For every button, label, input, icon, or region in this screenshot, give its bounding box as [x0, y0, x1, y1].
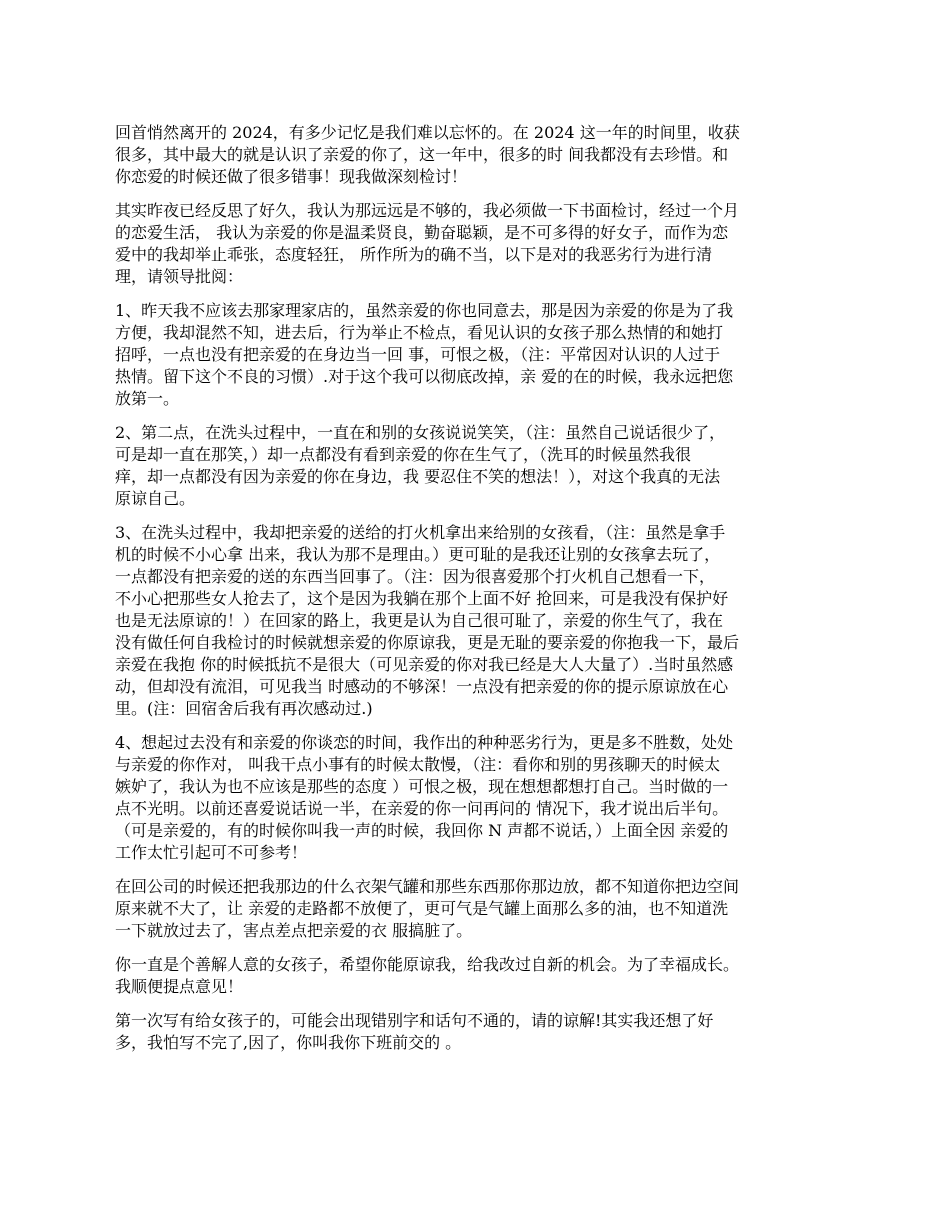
paragraph-point-3: 3、在洗头过程中，我却把亲爱的送给的打火机拿出来给别的女孩看，（注：虽然是拿手 机的时候不小心拿 出来，我认为那不是理由。）更可耻的是我还让别的女孩拿去玩了， 一点都没有把亲爱的送的东西当回事了。（注：因为很喜爱那个打火机自己想看一下， 不小心把那些女人抢去了，这个是因为我躺在那个上面不好 抢回来，可是我没有保护好 也是无法原谅的！）在回家的路上，我更是认为自己很可耻了，亲爱的你生气了，我在 没有做任何自我检讨的时候就想亲爱的你原谅我，更是无耻的要亲爱的你抱我一下，最后 亲爱在我抱 你的时候抵抗不是很大（可见亲爱的你对我已经是大人大量了）.当时虽然感 动，但却没有流泪，可见我当 时感动的不够深！一点没有把亲爱的你的提示原谅放在心 里。(注：回宿舍后我有再次感动过.): [115, 523, 740, 718]
paragraph-point-2: 2、第二点，在洗头过程中，一直在和别的女孩说说笑笑，（注：虽然自己说话很少了， 可是却一直在那笑，）却一点都没有看到亲爱的你在生气了，（洗耳的时候虽然我很 痒，却一点都没有因为亲爱的你在身边，我 要忍住不笑的想法！），对这个我真的无法 原谅自己。: [115, 423, 726, 508]
paragraph-company: 在回公司的时候还把我那边的什么衣架气罐和那些东西那你那边放，都不知道你把边空间 原来就不大了，让 亲爱的走路都不放便了，更可气是气罐上面那么多的油，也不知道洗 一下就放过去了，害点差点把亲爱的衣 服搞脏了。: [115, 877, 740, 940]
paragraph-reflection: 其实昨夜已经反思了好久，我认为那远远是不够的，我必须做一下书面检讨，经过一个月 的恋爱生活， 我认为亲爱的你是温柔贤良，勤奋聪颖，是不可多得的好女子，而作为恋 爱中的我却举止乖张，态度轻狂， 所作所为的确不当，以下是对的我恶劣行为进行清 理，请领导批阅：: [115, 201, 740, 286]
paragraph-point-1: 1、昨天我不应该去那家理家店的，虽然亲爱的你也同意去，那是因为亲爱的你是为了我 方便，我却混然不知，进去后，行为举止不检点，看见认识的女孩子那么热情的和她打 招呼，一点也没有把亲爱的在身边当一回 事，可恨之极，（注：平常因对认识的人过于 热情。留下这个不良的习惯）.对于这个我可以彻底改掉，亲 爱的在的时候，我永远把您 放第一。: [115, 301, 734, 408]
paragraph-closing: 第一次写有给女孩子的，可能会出现错别字和话句不通的，请的谅解!其实我还想了好 多，我怕写不完了,因了，你叫我你下班前交的 。: [115, 1011, 714, 1052]
paragraph-point-4: 4、想起过去没有和亲爱的你谈恋的时间，我作出的种种恶劣行为，更是多不胜数，处处 与亲爱的你作对， 叫我干点小事有的时候太散慢，（注：看你和别的男孩聊天的时候太 嫉妒了，我认为也不应该是那些的态度 ）可恨之极，现在想想都想打自己。当时做的一 点不光明。以前还喜爱说话说一半，在亲爱的你一问再问的 情况下，我才说出后半句。 （可是亲爱的，有的时候你叫我一声的时候，我回你 N 声都不说话，）上面全因 亲爱的 工作太忙引起可不可参考！: [115, 733, 734, 862]
document-body: [115, 122, 835, 1066]
paragraph-intro: 回首悄然离开的 2024，有多少记忆是我们难以忘怀的。在 2024 这一年的时间里，收获 很多，其中最大的就是认识了亲爱的你了，这一年中，很多的时 间我都没有去珍惜。和 你恋爱的时候还做了很多错事！现我做深刻检讨！: [115, 123, 740, 186]
paragraph-apology: 你一直是个善解人意的女孩子，希望你能原谅我，给我改过自新的机会。为了幸福成长。 我顺便提点意见！: [115, 955, 740, 996]
